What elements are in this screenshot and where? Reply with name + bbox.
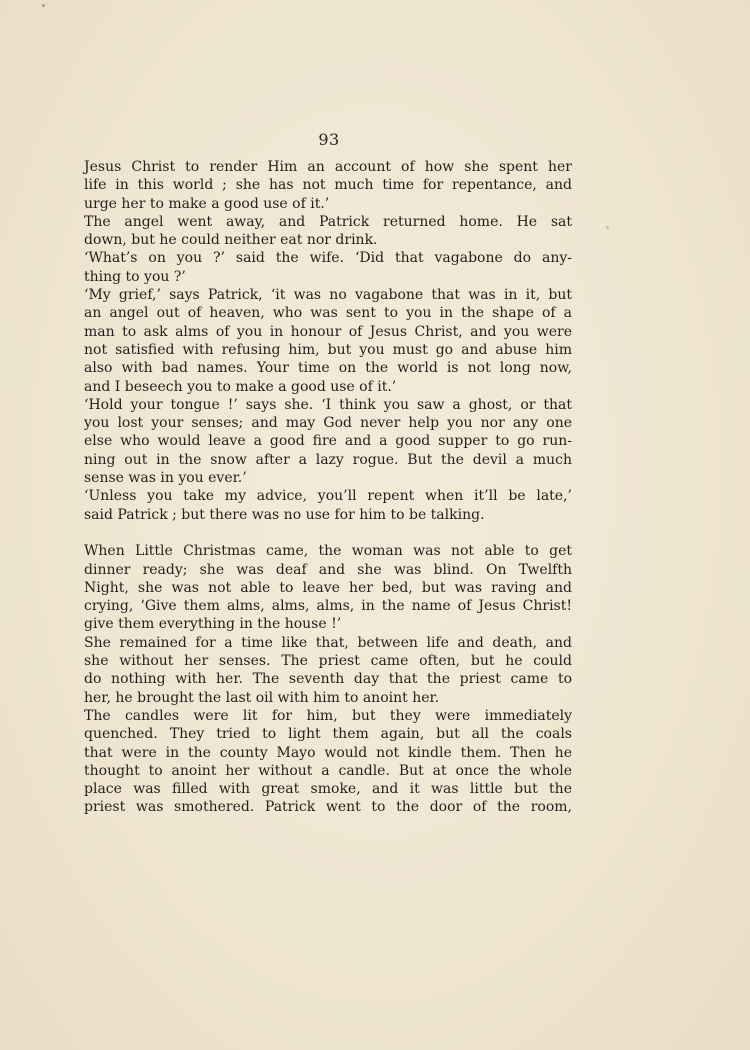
text-line: dinner ready; she was deaf and she was blind. On Twelfth bbox=[84, 561, 572, 578]
text-line: also with bad names. Your time on the world is not long now, bbox=[84, 360, 572, 377]
text-line: priest was smothered. Patrick went to the door of the room, bbox=[84, 799, 572, 816]
text-line: The angel went away, and Patrick returned home. He sat bbox=[84, 213, 572, 230]
text-line: urge her to make a good use of it.’ bbox=[84, 195, 330, 212]
text-line: said Patrick ; but there was no use for him to be talking. bbox=[84, 506, 485, 523]
text-line: and I beseech you to make a good use of it.’ bbox=[84, 378, 397, 395]
text-line: you lost your senses; and may God never help you nor any one bbox=[84, 415, 572, 432]
text-line: quenched. They tried to light them again, but all the coals bbox=[84, 726, 572, 743]
text-line: down, but he could neither eat nor drink. bbox=[84, 232, 378, 249]
text-line: The candles were lit for him, but they were immediately bbox=[84, 707, 572, 724]
paragraph-gap bbox=[84, 524, 572, 542]
text-line: crying, ‘Give them alms, alms, alms, in the name of Jesus Christ! bbox=[84, 598, 572, 615]
body-text bbox=[84, 158, 572, 817]
text-line: else who would leave a good fire and a good supper to go run- bbox=[84, 433, 572, 450]
text-line: Jesus Christ to render Him an account of how she spent her bbox=[84, 159, 572, 175]
text-line: ‘Hold your tongue !’ says she. ‘I think you saw a ghost, or that bbox=[84, 396, 572, 413]
text-line: an angel out of heaven, who was sent to you in the shape of a bbox=[84, 305, 572, 322]
text-line: that were in the county Mayo would not kindle them. Then he bbox=[84, 744, 572, 761]
text-line: man to ask alms of you in honour of Jesus Christ, and you were bbox=[84, 323, 572, 340]
text-line: she without her senses. The priest came often, but he could bbox=[84, 653, 572, 670]
text-line: place was filled with great smoke, and it was little but the bbox=[84, 781, 572, 798]
text-line: When Little Christmas came, the woman was not able to get bbox=[84, 543, 572, 560]
text-line: ‘Unless you take my advice, you’ll repent when it’ll be late,’ bbox=[84, 488, 572, 505]
text-line: thought to anoint her without a candle. But at once the whole bbox=[84, 762, 572, 779]
text-line: ning out in the snow after a lazy rogue. But the devil a much bbox=[84, 451, 572, 468]
text-line: life in this world ; she has not much time for repentance, and bbox=[84, 177, 572, 194]
text-line: ‘My grief,’ says Patrick, ‘it was no vagabone that was in it, but bbox=[84, 287, 572, 304]
text-line: She remained for a time like that, between life and death, and bbox=[84, 634, 572, 651]
page-number: 93 bbox=[318, 130, 340, 149]
text-line: sense was in you ever.’ bbox=[84, 470, 247, 487]
paper-speck bbox=[606, 226, 609, 229]
text-line: give them everything in the house !’ bbox=[84, 616, 342, 633]
text-line: do nothing with her. The seventh day that the priest came to bbox=[84, 671, 572, 688]
text-line: Night, she was not able to leave her bed, but was raving and bbox=[84, 579, 572, 596]
text-line: ‘What’s on you ?’ said the wife. ‘Did that vagabone do any- bbox=[84, 250, 572, 267]
text-line: thing to you ?’ bbox=[84, 268, 186, 285]
text-line: not satisfied with refusing him, but you must go and abuse him bbox=[84, 341, 572, 358]
text-line: her, he brought the last oil with him to anoint her. bbox=[84, 689, 440, 706]
paper-speck bbox=[42, 4, 45, 7]
